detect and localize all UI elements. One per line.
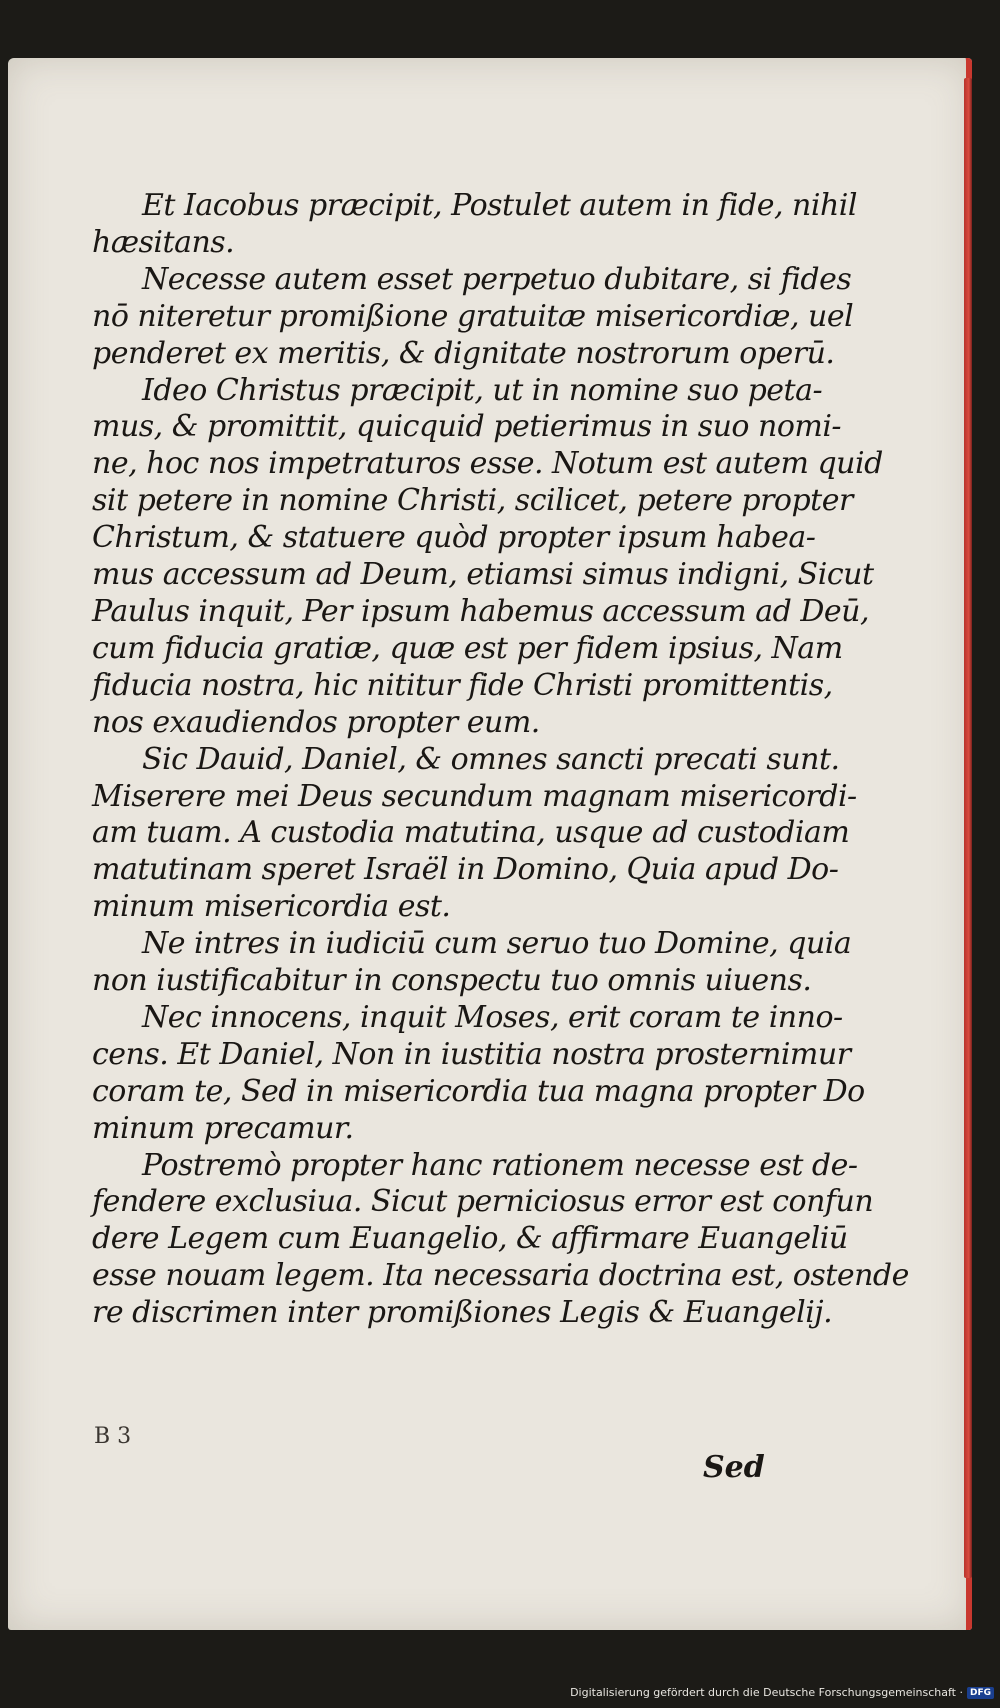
text-line: matutinam speret Israël in Domino, Quia apud Do- xyxy=(92,852,839,888)
text-line: dere Legem cum Euangelio, & affirmare Euangeliū xyxy=(92,1221,848,1257)
dfg-logo: DFG xyxy=(967,1687,994,1699)
text-line: Ne intres in iudiciū cum seruo tuo Domine, quia xyxy=(142,926,852,962)
text-line: am tuam. A custodia matutina, usque ad custodiam xyxy=(92,815,850,851)
text-line: Ideo Christus præcipit, ut in nomine suo peta- xyxy=(142,372,823,408)
text-line: fiducia nostra, hic nititur fide Christi promittentis, xyxy=(92,667,833,703)
text-line: nō niteretur promißione gratuitæ misericordiæ, uel xyxy=(92,298,854,334)
text-line: mus, & promittit, quicquid petierimus in suo nomi- xyxy=(92,409,842,445)
digitization-footer xyxy=(570,1686,994,1699)
text-line: Et Iacobus præcipit, Postulet autem in fide, nihil xyxy=(142,188,857,223)
text-line: penderet ex meritis, & dignitate nostrorum operū. xyxy=(92,335,835,371)
page-red-edge xyxy=(964,78,972,1578)
text-line: mus accessum ad Deum, etiamsi simus indigni, Sicut xyxy=(92,557,874,593)
text-line: Necesse autem esset perpetuo dubitare, si fides xyxy=(142,261,852,297)
text-line: sit petere in nomine Christi, scilicet, petere propter xyxy=(92,483,853,519)
page-body-text xyxy=(92,188,909,1332)
text-line: ne, hoc nos impetraturos esse. Notum est autem quid xyxy=(92,446,883,482)
text-line: hæsitans. xyxy=(92,224,235,260)
text-line: re discrimen inter promißiones Legis & Euangelij. xyxy=(92,1295,833,1331)
text-line: Nec innocens, inquit Moses, erit coram te inno- xyxy=(142,999,843,1035)
text-line: Miserere mei Deus secundum magnam misericordi- xyxy=(92,778,857,814)
footer-text: Digitalisierung gefördert durch die Deutsche Forschungsgemeinschaft · xyxy=(570,1686,963,1699)
text-line: esse nouam legem. Ita necessaria doctrina est, ostende xyxy=(92,1258,909,1294)
text-line: cum fiducia gratiæ, quæ est per fidem ipsius, Nam xyxy=(92,630,843,666)
text-line: minum precamur. xyxy=(92,1110,354,1146)
text-line: Christum, & statuere quòd propter ipsum habea- xyxy=(92,520,816,556)
text-line: cens. Et Daniel, Non in iustitia nostra prosternimur xyxy=(92,1036,851,1072)
text-line: Postremò propter hanc rationem necesse est de- xyxy=(142,1147,858,1183)
catchword: Sed xyxy=(703,1450,765,1485)
signature-mark: B 3 xyxy=(94,1424,132,1449)
book-page xyxy=(8,58,972,1630)
text-line: nos exaudiendos propter eum. xyxy=(92,704,540,740)
text-line: minum misericordia est. xyxy=(92,889,451,925)
text-line: coram te, Sed in misericordia tua magna propter Do xyxy=(92,1073,865,1109)
text-line: non iustificabitur in conspectu tuo omnis uiuens. xyxy=(92,963,812,999)
text-line: Paulus inquit, Per ipsum habemus accessum ad Deū, xyxy=(92,593,870,629)
text-line: fendere exclusiua. Sicut perniciosus error est confun xyxy=(92,1184,874,1220)
text-line: Sic Dauid, Daniel, & omnes sancti precati sunt. xyxy=(142,741,840,777)
